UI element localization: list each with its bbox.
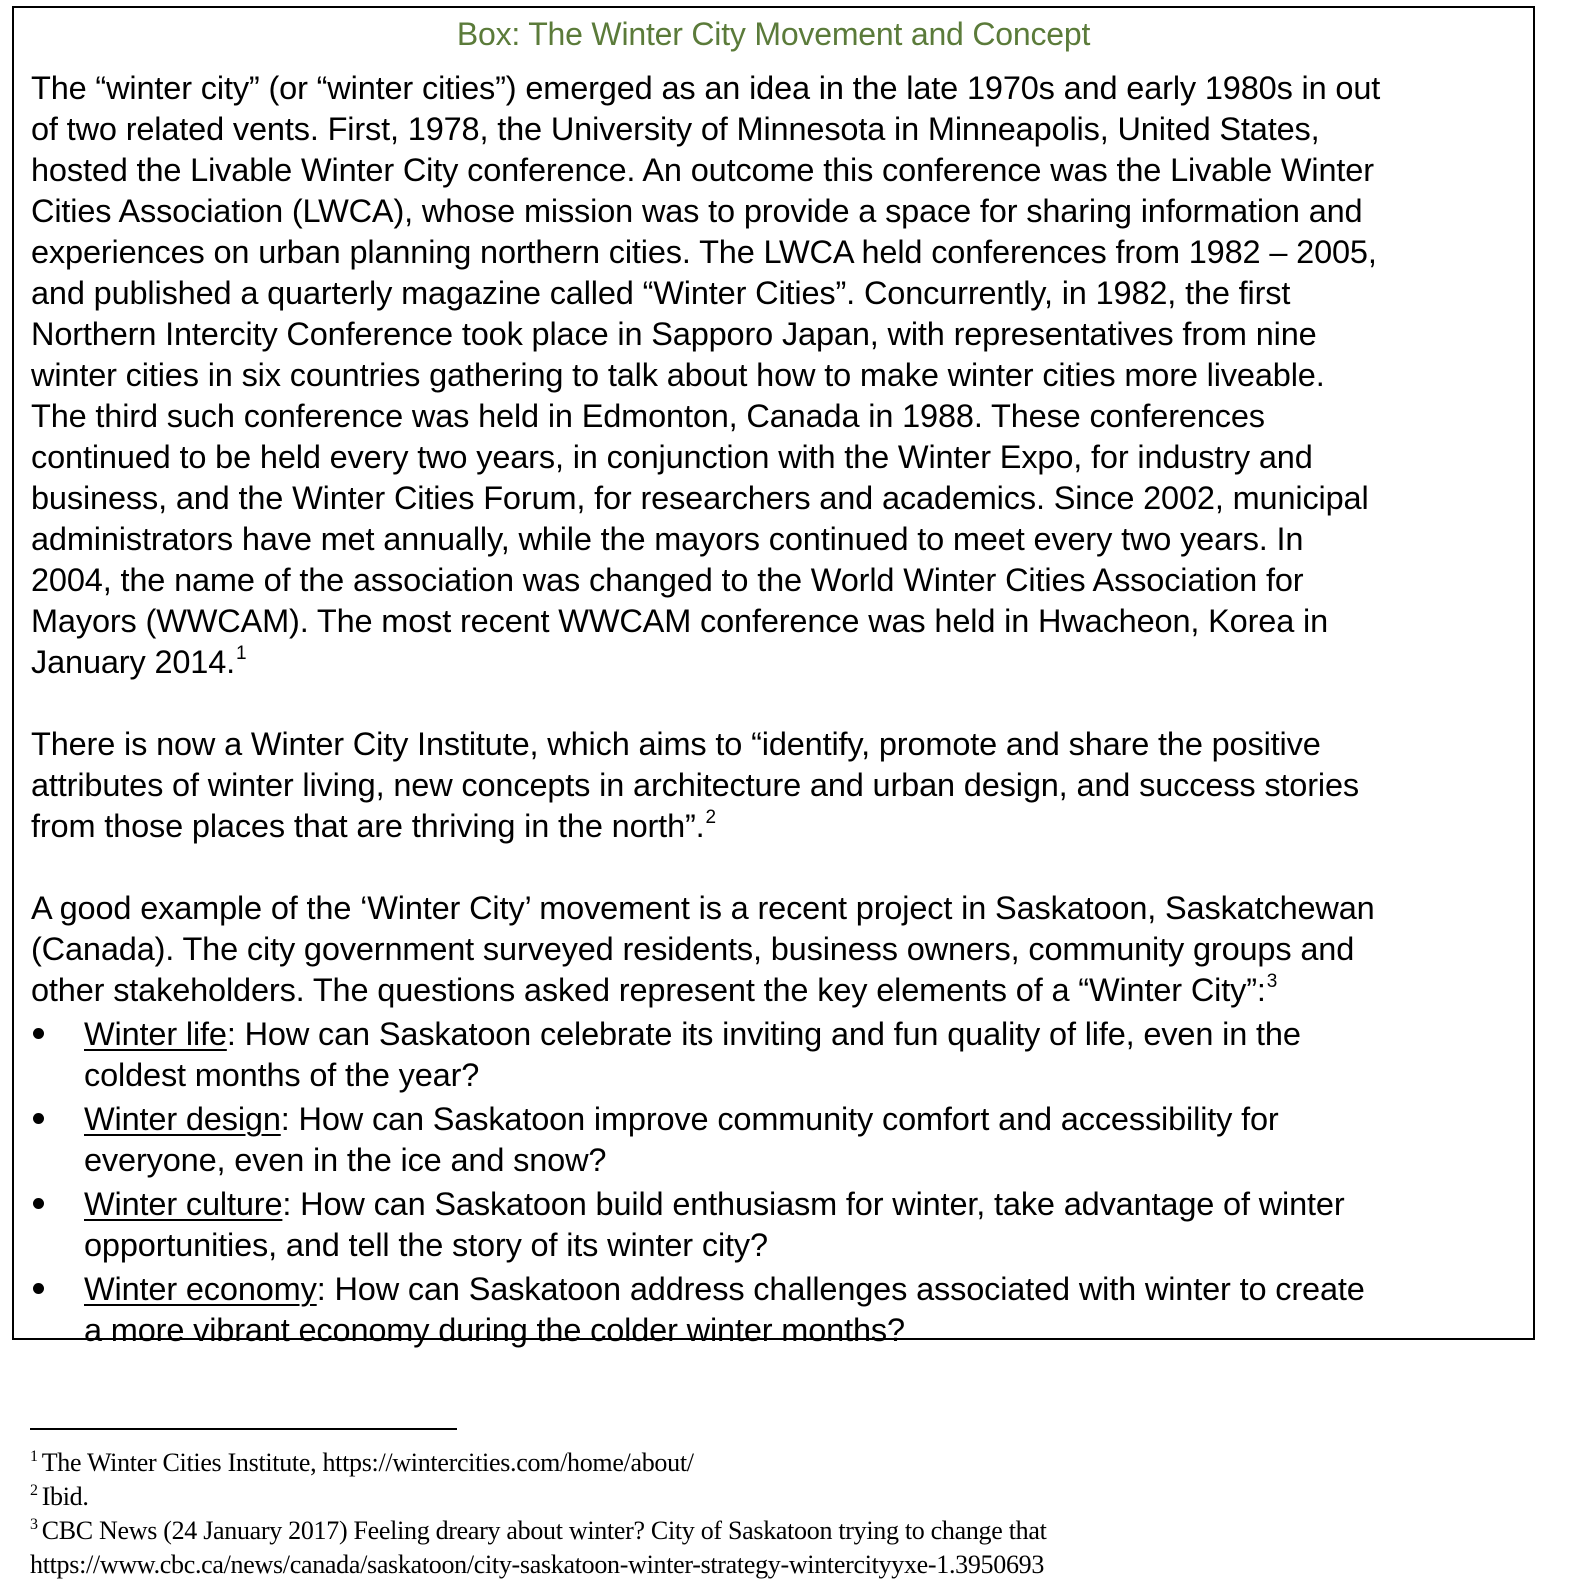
footnote-2 [30,1480,1047,1514]
bullet-text: : How can Saskatoon build enthusiasm for winter, take advantage of winter [282,1186,1345,1222]
text-line: Northern Intercity Conference took place in Sapporo Japan, with representatives from nine [31,316,1317,352]
text-line: attributes of winter living, new concepts in architecture and urban design, and success stories [31,767,1359,803]
paragraph-saskatoon-example [31,888,1531,1011]
text-line: of two related vents. First, 1978, the University of Minnesota in Minneapolis, United States, [31,111,1320,147]
text-line: The “winter city” (or “winter cities”) emerged as an idea in the late 1970s and early 1980s in out [31,70,1381,106]
text-line: A good example of the ‘Winter City’ movement is a recent project in Saskatoon, Saskatchewan [31,890,1375,926]
list-item-winter-design [31,1099,1531,1181]
paragraph-winter-city-institute [31,724,1531,847]
footnote-number: 2 [30,1482,38,1499]
list-item-winter-life [31,1014,1531,1096]
paragraph-winter-city-history [31,68,1531,683]
footnote-1 [30,1446,1047,1480]
text-line: experiences on urban planning northern cities. The LWCA held conferences from 1982 – 2005, [31,234,1377,270]
box-body [31,68,1531,1351]
text-line-last [31,806,1531,847]
footnote-ref-2[interactable]: 2 [705,807,716,828]
paragraph-spacer [31,847,1531,888]
text-line: (Canada). The city government surveyed residents, business owners, community groups and [31,931,1355,967]
footnote-text: CBC News (24 January 2017) Feeling dreary about winter? City of Saskatoon trying to change that [41,1516,1047,1545]
bullet-text-cont: opportunities, and tell the story of its winter city? [84,1227,768,1263]
footnote-text: Ibid. [41,1482,89,1511]
bullet-icon [33,1099,53,1140]
bullet-text: : How can Saskatoon improve community comfort and accessibility for [280,1101,1279,1137]
text-line: January 2014. [31,644,236,680]
bullet-icon [33,1014,53,1055]
footnote-number: 3 [30,1516,38,1533]
box-title: Box: The Winter City Movement and Concept [456,16,1091,52]
bullet-term: Winter culture [84,1186,283,1222]
footnote-3 [30,1514,1047,1548]
bullet-text: : How can Saskatoon celebrate its inviting and fun quality of life, even in the [226,1016,1301,1052]
paragraph-spacer [31,683,1531,724]
text-line: Mayors (WWCAM). The most recent WWCAM conference was held in Hwacheon, Korea in [31,603,1328,639]
list-item-winter-economy [31,1269,1531,1351]
footnote-ref-1[interactable]: 1 [236,643,247,664]
text-line: hosted the Livable Winter City conference. An outcome this conference was the Livable Winter [31,152,1374,188]
winter-city-elements-list [31,1014,1531,1351]
text-line: continued to be held every two years, in conjunction with the Winter Expo, for industry and [31,439,1313,475]
text-line: Cities Association (LWCA), whose mission was to provide a space for sharing information and [31,193,1363,229]
list-item-winter-culture [31,1184,1531,1266]
bullet-term: Winter design [84,1101,281,1137]
text-line: The third such conference was held in Edmonton, Canada in 1988. These conferences [31,398,1265,434]
text-line-last [31,970,1531,1011]
text-line-last [31,642,1531,683]
footnote-3-url[interactable]: https://www.cbc.ca/news/canada/saskatoon/city-saskatoon-winter-strategy-wintercityyxe-1.3950693 [30,1550,1045,1579]
footnote-separator [30,1428,457,1430]
text-line: other stakeholders. The questions asked represent the key elements of a “Winter City”: [31,972,1266,1008]
footnote-text[interactable]: The Winter Cities Institute, https://wintercities.com/home/about/ [41,1448,694,1477]
text-line: from those places that are thriving in the north”. [31,808,705,844]
bullet-text-cont: everyone, even in the ice and snow? [84,1142,607,1178]
text-line: 2004, the name of the association was changed to the World Winter Cities Association for [31,562,1304,598]
text-line: winter cities in six countries gathering to talk about how to make winter cities more liveable. [31,357,1325,393]
text-line: business, and the Winter Cities Forum, for researchers and academics. Since 2002, municipal [31,480,1369,516]
bullet-text-cont: a more vibrant economy during the colder winter months? [84,1312,905,1348]
text-line: administrators have met annually, while the mayors continued to meet every two years. In [31,521,1304,557]
text-line: There is now a Winter City Institute, which aims to “identify, promote and share the positive [31,726,1321,762]
footnote-ref-3[interactable]: 3 [1266,971,1278,992]
footnotes [30,1446,1047,1582]
footnote-number: 1 [30,1448,38,1465]
bullet-icon [33,1184,53,1225]
bullet-text: : How can Saskatoon address challenges associated with winter to create [316,1271,1365,1307]
text-box [12,6,1535,1348]
bullet-text-cont: coldest months of the year? [84,1057,480,1093]
bullet-term: Winter life [84,1016,227,1052]
text-line: and published a quarterly magazine called “Winter Cities”. Concurrently, in 1982, the first [31,275,1291,311]
bullet-icon [33,1269,53,1310]
bullet-term: Winter economy [84,1271,317,1307]
